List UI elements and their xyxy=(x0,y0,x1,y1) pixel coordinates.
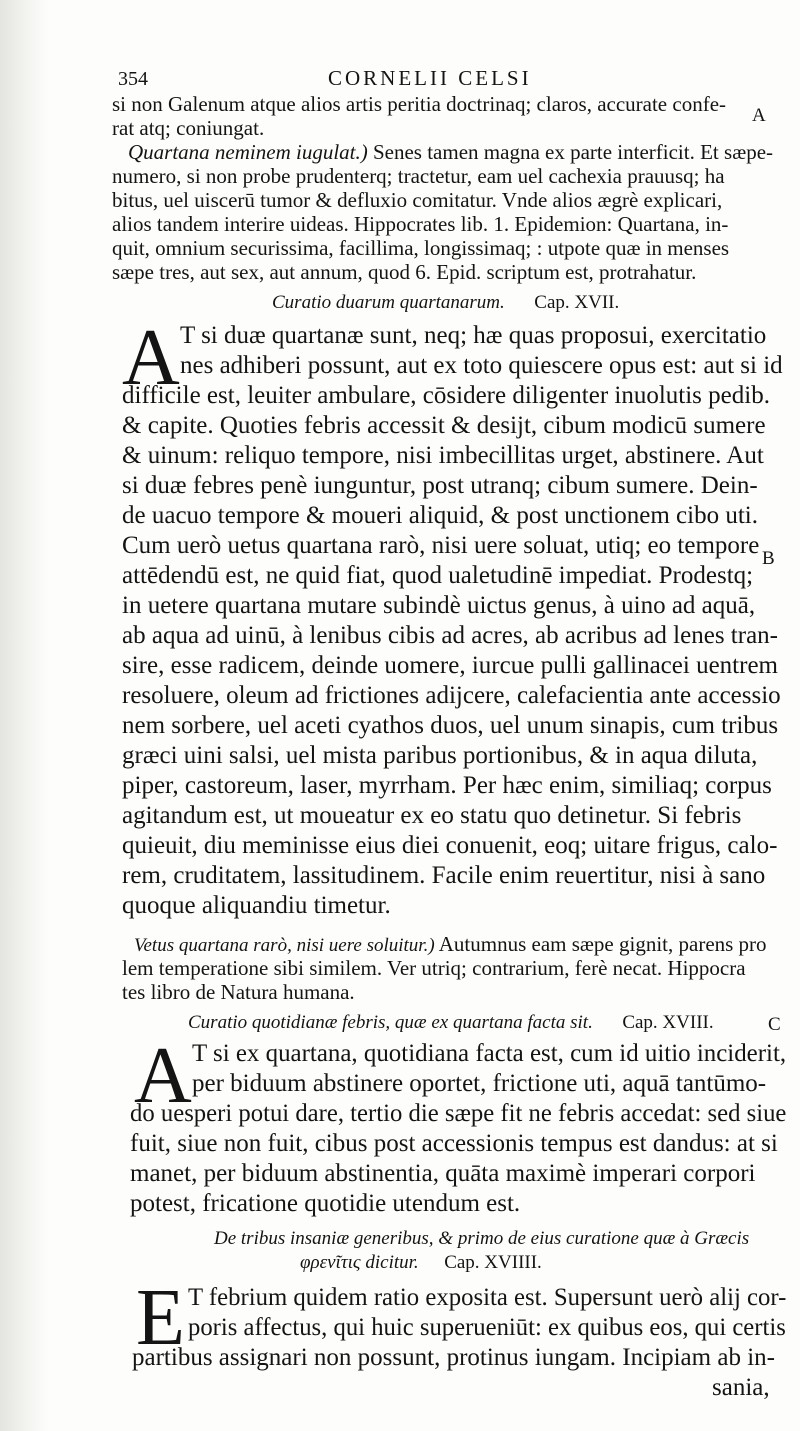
margin-letter-c: C xyxy=(768,1014,781,1035)
text-line: piper, castoreum, laser, myrrham. Per hæc enim, similiaq; corpus xyxy=(122,772,772,799)
chapter-heading xyxy=(188,1012,714,1034)
text-line: Cum uerò uetus quartana rarò, nisi uere soluat, utiq; eo tempore xyxy=(122,532,760,559)
text-line: rem, cruditatem, lassitudinem. Facile enim reuertitur, nisi à sano xyxy=(122,862,766,889)
text-line: attēdendū est, ne quid fiat, quod ualetudinē impediat. Prodestq; xyxy=(122,562,754,589)
chapter-title: Curatio quotidianæ febris, quæ ex quartana facta sit. xyxy=(188,1012,593,1033)
greek-term: φρενῖτις xyxy=(300,1252,361,1273)
text-line: & uinum: reliquo tempore, nisi imbecillitas urget, abstinere. Aut xyxy=(122,442,764,469)
drop-cap: A xyxy=(122,314,180,402)
text-line: do uesperi potui dare, tertio die sæpe fit ne febris accedat: sed siue xyxy=(130,1100,787,1127)
drop-cap: A xyxy=(134,1032,192,1120)
text-line: tes libro de Natura humana. xyxy=(122,980,355,1004)
text-line: fuit, siue non fuit, cibus post accessionis tempus est dandus: at si xyxy=(130,1130,778,1157)
text-line: alios tandem interire uideas. Hippocrates lib. 1. Epidemion: Quartana, in- xyxy=(112,212,729,236)
text-line: manet, per biduum abstinentia, quāta maximè imperari corpori xyxy=(130,1160,756,1187)
text-line: rat atq; coniungat. xyxy=(112,116,265,140)
text-line: de uacuo tempore & moueri aliquid, & post unctionem cibo uti. xyxy=(122,502,758,529)
text-line: nem sorbere, uel aceti cyathos duos, uel unum sinapis, cum tribus xyxy=(122,712,779,739)
text-line: sæpe tres, aut sex, aut annum, quod 6. Epid. scriptum est, protrahatur. xyxy=(112,260,697,284)
text-line: sire, esse radicem, deinde uomere, iurcue pulli gallinacei uentrem xyxy=(122,652,778,679)
text-line: nes adhiberi possunt, aut ex toto quiescere opus est: aut si id xyxy=(180,352,783,379)
text-line: numero, si non probe prudenterq; tractetur, eam uel cachexia prauusq; ha xyxy=(112,164,725,188)
text-line: quoque aliquandiu timetur. xyxy=(122,892,391,919)
drop-cap: E xyxy=(136,1274,185,1362)
text-line: resoluere, oleum ad frictiones adijcere, calefacientia ante accessio xyxy=(122,682,781,709)
chapter-number: Cap. XVII. xyxy=(534,292,620,313)
lemma: Quartana neminem iugulat.) xyxy=(128,140,368,164)
chapter-heading-line: De tribus insaniæ generibus, & primo de eius curatione quæ à Græcis xyxy=(214,1228,750,1249)
running-head xyxy=(118,66,758,92)
chapter-heading xyxy=(300,1252,542,1274)
chapter-number: Cap. XVIII. xyxy=(622,1012,714,1033)
text-line: potest, fricatione quotidie utendum est. xyxy=(130,1190,521,1217)
margin-letter-b: B xyxy=(762,548,775,569)
text-line: T si duæ quartanæ sunt, neq; hæ quas proposui, exercitatio xyxy=(180,322,767,349)
page-number: 354 xyxy=(118,68,148,90)
text-line: græci uini salsi, uel mista paribus portionibus, & in aqua diluta, xyxy=(122,742,758,769)
text-line: agitandum est, ut moueatur ex eo statu quo detinetur. Si febris xyxy=(122,802,742,829)
commentary-text: Autumnus eam sæpe gignit, parens pro xyxy=(434,932,767,956)
text-line: ab aqua ad uinū, à lenibus cibis ad acres, ab acribus ad lenes tran- xyxy=(122,622,778,649)
text-line: difficile est, leuiter ambulare, cōsidere diligenter inuolutis pedib. xyxy=(122,382,770,409)
text-line: si non Galenum atque alios artis peritia doctrinaq; claros, accurate confe- xyxy=(112,92,727,116)
commentary-text: Senes tamen magna ex parte interficit. Et sæpe- xyxy=(367,140,774,164)
text-line: bitus, uel uiscerū tumor & defluxio comitatur. Vnde alios ægrè explicari, xyxy=(112,188,723,212)
text-line: quit, omnium securissima, facillima, longissimaq; : utpote quæ in menses xyxy=(112,236,730,260)
chapter-number: Cap. XVIIII. xyxy=(444,1252,542,1273)
commentary-first-line xyxy=(128,140,773,165)
text-line: T si ex quartana, quotidiana facta est, cum id uitio inciderit, xyxy=(192,1040,787,1067)
text-line: & capite. Quoties febris accessit & desijt, cibum modicū sumere xyxy=(122,412,766,439)
lemma: Vetus quartana rarò, nisi uere soluitur.) xyxy=(134,935,435,956)
chapter-title: Curatio duarum quartanarum. xyxy=(272,292,505,313)
margin-letter-a: A xyxy=(752,105,766,126)
text-line: lem temperatione sibi similem. Ver utriq; contrarium, ferè necat. Hippocra xyxy=(122,956,746,980)
text-line: partibus assignari non possunt, protinus iungam. Incipiam ab in- xyxy=(132,1344,775,1371)
running-title: CORNELII CELSI xyxy=(328,66,532,90)
text-line: T febrium quidem ratio exposita est. Supersunt uerò alij cor- xyxy=(188,1284,787,1311)
text-line: per biduum abstinere oportet, frictione uti, aquā tantūmo- xyxy=(192,1070,767,1097)
chapter-title: dicitur. xyxy=(360,1252,419,1273)
text-line: si duæ febres penè iunguntur, post utranq; cibum sumere. Dein- xyxy=(122,472,758,499)
text-line: in uetere quartana mutare subindè uictus genus, à uino ad aquā, xyxy=(122,592,756,619)
commentary-first-line xyxy=(134,932,767,957)
catchword-line: sania, xyxy=(712,1374,770,1401)
binding-gutter-shadow xyxy=(0,0,48,1431)
text-line: poris affectus, qui huic superueniūt: ex quibus eos, qui certis xyxy=(188,1314,786,1341)
text-line: quieuit, diu meminisse eius diei conuenit, eoq; uitare frigus, calo- xyxy=(122,832,778,859)
chapter-heading xyxy=(272,292,619,314)
